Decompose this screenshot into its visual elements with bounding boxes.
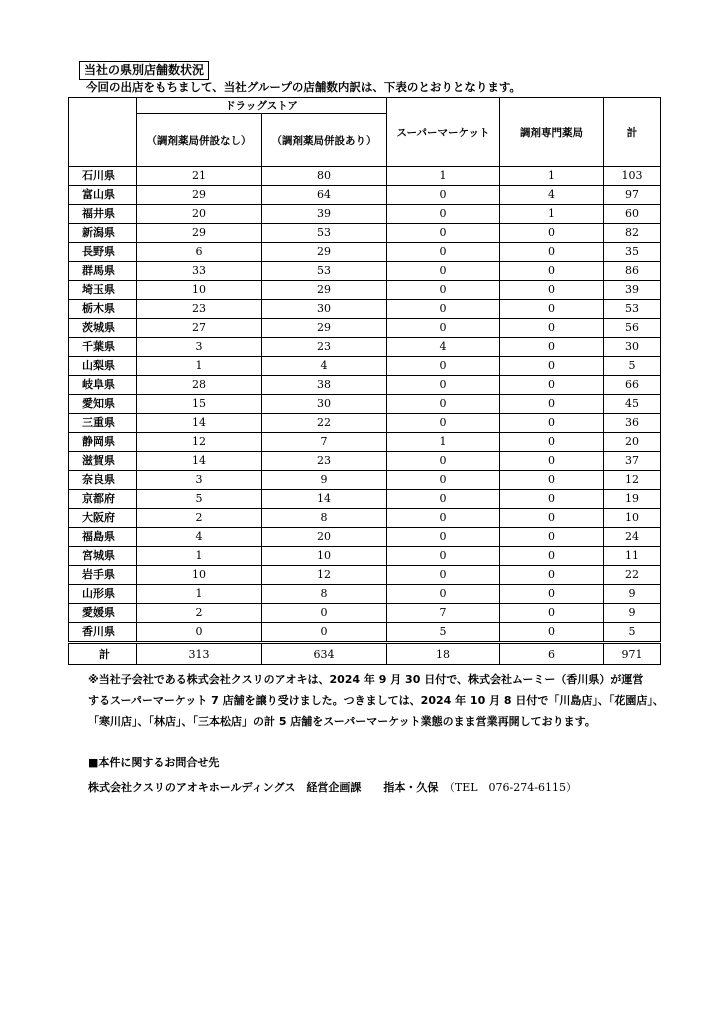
cell-supermarket: 0 [387,509,500,528]
table-row [69,623,661,643]
cell-pharmacy-only: 0 [500,623,604,643]
note-line: 「寒川店」、「林店」、「三本松店」の計 5 店舗をスーパーマーケット業態のまま営業再開しております。 [88,715,596,728]
cell-pharmacy-only: 0 [500,281,604,300]
cell-total: 36 [604,414,661,433]
cell-prefecture: 滋賀県 [69,452,137,471]
cell-with-pharmacy: 53 [262,262,387,281]
cell-prefecture: 千葉県 [69,338,137,357]
cell-prefecture: 愛媛県 [69,604,137,623]
cell-prefecture: 富山県 [69,186,137,205]
cell-no-pharmacy: 14 [137,452,262,471]
cell-supermarket: 0 [387,528,500,547]
cell-prefecture: 静岡県 [69,433,137,452]
cell-pharmacy-only: 0 [500,300,604,319]
cell-total: 10 [604,509,661,528]
cell-no-pharmacy: 28 [137,376,262,395]
cell-total: 11 [604,547,661,566]
cell-total: 86 [604,262,661,281]
cell-no-pharmacy: 2 [137,509,262,528]
cell-pharmacy-only: 0 [500,414,604,433]
cell-pharmacy-only: 4 [500,186,604,205]
table-row [69,205,661,224]
cell-total: 82 [604,224,661,243]
cell-with-pharmacy: 29 [262,281,387,300]
cell-supermarket: 0 [387,262,500,281]
cell-supermarket: 5 [387,623,500,643]
total-supermarket: 18 [387,643,500,665]
cell-total: 45 [604,395,661,414]
cell-pharmacy-only: 0 [500,338,604,357]
table-row [69,414,661,433]
table-row [69,338,661,357]
table-row [69,395,661,414]
cell-pharmacy-only: 0 [500,547,604,566]
table-row [69,452,661,471]
cell-pharmacy-only: 0 [500,509,604,528]
cell-total: 9 [604,585,661,604]
table-row [69,566,661,585]
cell-prefecture: 岩手県 [69,566,137,585]
section-title: 当社の県別店舗数状況 [79,61,209,80]
cell-total: 35 [604,243,661,262]
cell-prefecture: 新潟県 [69,224,137,243]
cell-supermarket: 1 [387,433,500,452]
header-pharmacy-only: 調剤専門薬局 [500,98,604,167]
cell-supermarket: 7 [387,604,500,623]
contact-heading: ■本件に関するお問合せ先 [88,756,220,769]
cell-pharmacy-only: 1 [500,167,604,186]
cell-prefecture: 山形県 [69,585,137,604]
cell-supermarket: 0 [387,281,500,300]
note-line: するスーパーマーケット 7 店舗を譲り受けました。つきましては、2024 年 10 月 8 日付で「川島店」、「花園店」、 [88,694,664,707]
cell-prefecture: 香川県 [69,623,137,643]
cell-with-pharmacy: 53 [262,224,387,243]
header-supermarket: スーパーマーケット [387,98,500,167]
cell-pharmacy-only: 0 [500,585,604,604]
cell-with-pharmacy: 7 [262,433,387,452]
cell-with-pharmacy: 39 [262,205,387,224]
cell-pharmacy-only: 0 [500,395,604,414]
cell-supermarket: 0 [387,357,500,376]
table-row [69,224,661,243]
total-total: 971 [604,643,661,665]
supermarket-note [88,669,668,732]
cell-no-pharmacy: 29 [137,224,262,243]
cell-with-pharmacy: 22 [262,414,387,433]
table-row [69,319,661,338]
cell-supermarket: 0 [387,205,500,224]
cell-with-pharmacy: 0 [262,604,387,623]
intro-text: 今回の出店をもちまして、当社グループの店舗数内訳は、下表のとおりとなります。 [86,80,521,94]
cell-prefecture: 愛知県 [69,395,137,414]
cell-with-pharmacy: 10 [262,547,387,566]
cell-prefecture: 京都府 [69,490,137,509]
table-row [69,471,661,490]
cell-total: 9 [604,604,661,623]
total-row [69,643,661,665]
cell-with-pharmacy: 14 [262,490,387,509]
contact-department: 株式会社クスリのアオキホールディングス 経営企画課 指本・久保 [88,781,439,794]
table-row [69,376,661,395]
cell-prefecture: 石川県 [69,167,137,186]
header-drugstore: ドラッグストア [137,98,387,114]
cell-supermarket: 0 [387,319,500,338]
cell-no-pharmacy: 27 [137,319,262,338]
cell-supermarket: 0 [387,490,500,509]
cell-with-pharmacy: 29 [262,319,387,338]
cell-no-pharmacy: 29 [137,186,262,205]
cell-with-pharmacy: 64 [262,186,387,205]
cell-pharmacy-only: 0 [500,490,604,509]
cell-pharmacy-only: 0 [500,433,604,452]
cell-pharmacy-only: 0 [500,357,604,376]
table-row [69,528,661,547]
cell-total: 20 [604,433,661,452]
cell-with-pharmacy: 23 [262,452,387,471]
table-row [69,300,661,319]
cell-with-pharmacy: 23 [262,338,387,357]
cell-supermarket: 0 [387,471,500,490]
cell-with-pharmacy: 12 [262,566,387,585]
cell-prefecture: 大阪府 [69,509,137,528]
cell-pharmacy-only: 1 [500,205,604,224]
cell-no-pharmacy: 1 [137,547,262,566]
cell-prefecture: 福島県 [69,528,137,547]
cell-prefecture: 群馬県 [69,262,137,281]
contact-tel: （TEL 076-274-6115） [449,781,577,794]
cell-with-pharmacy: 4 [262,357,387,376]
cell-pharmacy-only: 0 [500,604,604,623]
cell-supermarket: 1 [387,167,500,186]
cell-with-pharmacy: 29 [262,243,387,262]
header-prefecture [69,98,137,167]
cell-prefecture: 山梨県 [69,357,137,376]
cell-total: 39 [604,281,661,300]
cell-total: 5 [604,623,661,643]
total-with-pharmacy: 634 [262,643,387,665]
cell-supermarket: 0 [387,414,500,433]
cell-prefecture: 奈良県 [69,471,137,490]
cell-supermarket: 0 [387,224,500,243]
cell-total: 60 [604,205,661,224]
cell-pharmacy-only: 0 [500,528,604,547]
cell-prefecture: 三重県 [69,414,137,433]
cell-supermarket: 0 [387,547,500,566]
table-row [69,547,661,566]
cell-with-pharmacy: 0 [262,623,387,643]
cell-pharmacy-only: 0 [500,376,604,395]
cell-prefecture: 栃木県 [69,300,137,319]
cell-total: 5 [604,357,661,376]
total-no-pharmacy: 313 [137,643,262,665]
cell-total: 103 [604,167,661,186]
cell-pharmacy-only: 0 [500,319,604,338]
cell-no-pharmacy: 23 [137,300,262,319]
cell-supermarket: 0 [387,300,500,319]
table-row [69,186,661,205]
store-count-table [68,97,661,665]
cell-no-pharmacy: 14 [137,414,262,433]
table-row [69,604,661,623]
cell-supermarket: 4 [387,338,500,357]
cell-pharmacy-only: 0 [500,471,604,490]
cell-no-pharmacy: 3 [137,338,262,357]
cell-prefecture: 宮城県 [69,547,137,566]
table-row [69,281,661,300]
cell-supermarket: 0 [387,395,500,414]
cell-supermarket: 0 [387,566,500,585]
cell-total: 19 [604,490,661,509]
table-row [69,490,661,509]
total-label: 計 [69,643,137,665]
cell-prefecture: 福井県 [69,205,137,224]
cell-total: 30 [604,338,661,357]
cell-no-pharmacy: 6 [137,243,262,262]
cell-with-pharmacy: 9 [262,471,387,490]
cell-with-pharmacy: 8 [262,509,387,528]
table-row [69,167,661,186]
table-row [69,357,661,376]
cell-pharmacy-only: 0 [500,452,604,471]
cell-no-pharmacy: 10 [137,566,262,585]
cell-supermarket: 0 [387,452,500,471]
header-drugstore-no-pharmacy: （調剤薬局併設なし） [137,114,262,167]
cell-no-pharmacy: 5 [137,490,262,509]
cell-no-pharmacy: 1 [137,585,262,604]
cell-pharmacy-only: 0 [500,243,604,262]
cell-no-pharmacy: 12 [137,433,262,452]
cell-total: 56 [604,319,661,338]
cell-with-pharmacy: 30 [262,300,387,319]
table-row [69,509,661,528]
cell-with-pharmacy: 80 [262,167,387,186]
cell-no-pharmacy: 15 [137,395,262,414]
cell-supermarket: 0 [387,243,500,262]
cell-no-pharmacy: 33 [137,262,262,281]
cell-no-pharmacy: 0 [137,623,262,643]
cell-no-pharmacy: 1 [137,357,262,376]
cell-no-pharmacy: 21 [137,167,262,186]
cell-prefecture: 埼玉県 [69,281,137,300]
cell-no-pharmacy: 3 [137,471,262,490]
table-row [69,433,661,452]
cell-prefecture: 長野県 [69,243,137,262]
cell-prefecture: 茨城県 [69,319,137,338]
cell-total: 37 [604,452,661,471]
cell-with-pharmacy: 38 [262,376,387,395]
cell-total: 66 [604,376,661,395]
table-row [69,262,661,281]
cell-no-pharmacy: 10 [137,281,262,300]
cell-total: 12 [604,471,661,490]
cell-total: 53 [604,300,661,319]
header-total: 計 [604,98,661,167]
header-drugstore-with-pharmacy: （調剤薬局併設あり） [262,114,387,167]
note-line: ※当社子会社である株式会社クスリのアオキは、2024 年 9 月 30 日付で、株式会社ムーミー（香川県）が運営 [88,673,644,686]
cell-no-pharmacy: 2 [137,604,262,623]
cell-with-pharmacy: 8 [262,585,387,604]
cell-supermarket: 0 [387,585,500,604]
cell-pharmacy-only: 0 [500,262,604,281]
cell-total: 24 [604,528,661,547]
cell-supermarket: 0 [387,186,500,205]
cell-with-pharmacy: 20 [262,528,387,547]
table-row [69,243,661,262]
cell-prefecture: 岐阜県 [69,376,137,395]
cell-total: 22 [604,566,661,585]
cell-with-pharmacy: 30 [262,395,387,414]
cell-pharmacy-only: 0 [500,566,604,585]
cell-supermarket: 0 [387,376,500,395]
contact-info [88,781,577,795]
total-pharmacy-only: 6 [500,643,604,665]
cell-pharmacy-only: 0 [500,224,604,243]
cell-no-pharmacy: 4 [137,528,262,547]
cell-no-pharmacy: 20 [137,205,262,224]
cell-total: 97 [604,186,661,205]
table-row [69,585,661,604]
